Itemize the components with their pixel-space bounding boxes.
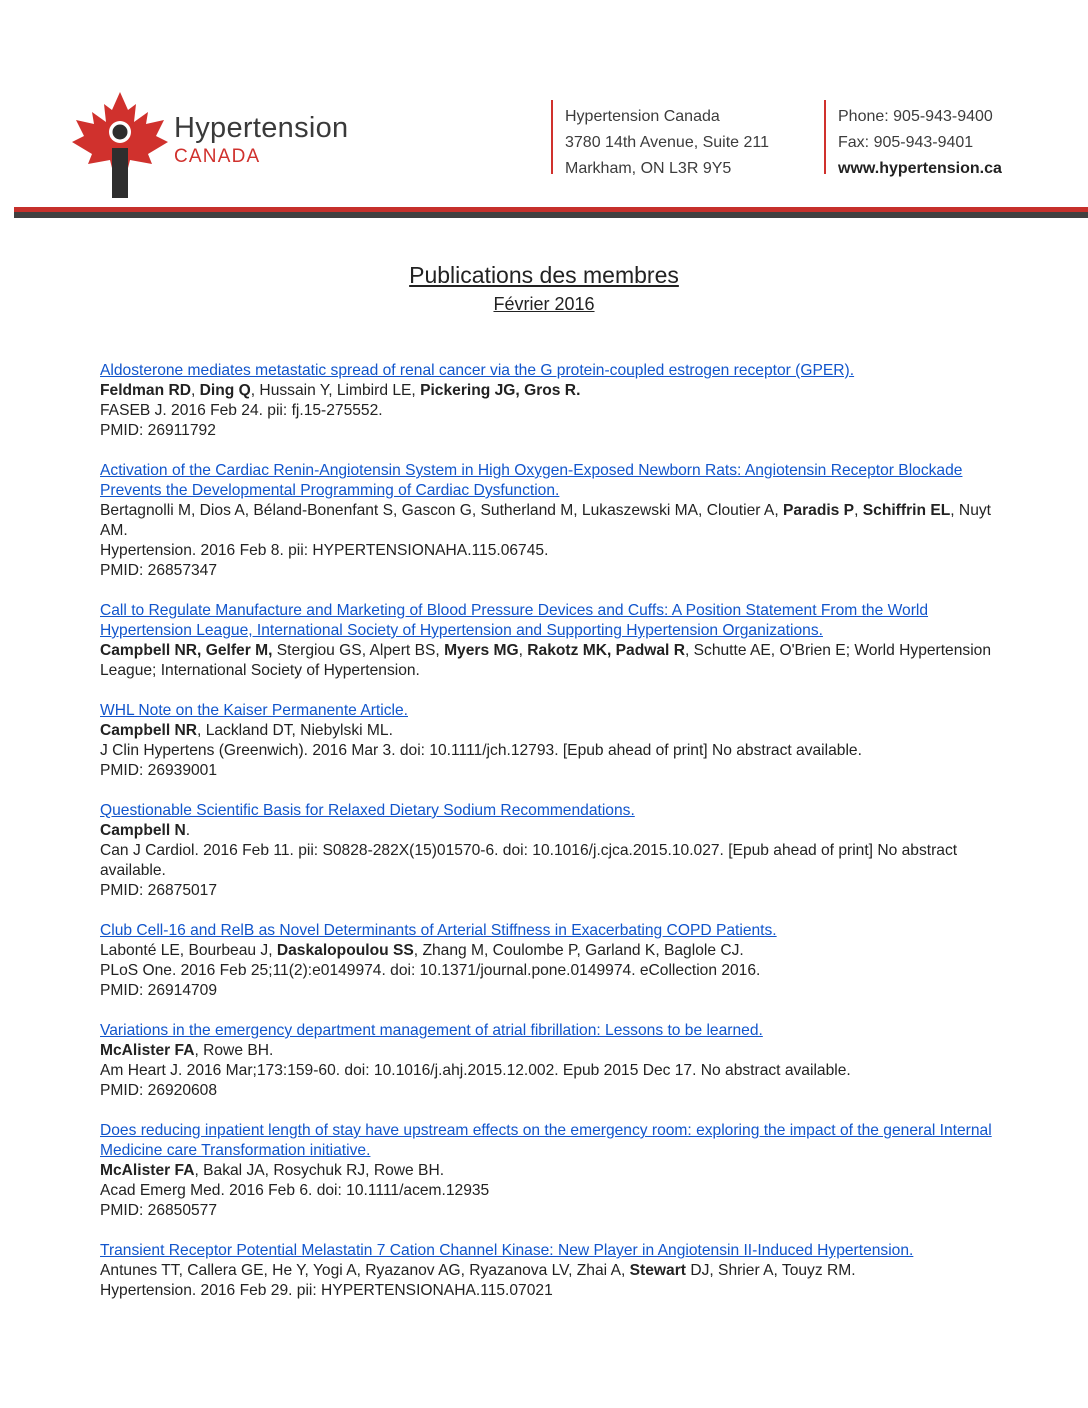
publication-item bbox=[100, 801, 1000, 901]
publication-item bbox=[100, 701, 1000, 781]
address-line: Markham, ON L3R 9Y5 bbox=[565, 160, 732, 177]
member-author: Ding Q bbox=[199, 382, 251, 399]
publication-title-link[interactable]: Activation of the Cardiac Renin-Angiotensin System in High Oxygen-Exposed Newborn Rats: Angiotensin Receptor Blockade Prevents the Developmental Programming of Cardiac Dysfunction. bbox=[100, 462, 963, 499]
author-text: , Nuyt AM. bbox=[100, 502, 991, 539]
letterhead bbox=[0, 0, 1088, 230]
member-author: Rakotz MK, Padwal R bbox=[527, 642, 685, 659]
author-text: , bbox=[190, 382, 200, 399]
band-dark-stripe bbox=[14, 212, 1088, 218]
author-text: , Hussain Y, Limbird LE, bbox=[250, 382, 421, 399]
member-author: Campbell NR, Gelfer M, bbox=[100, 642, 273, 659]
pmid: PMID: 26914709 bbox=[100, 982, 218, 999]
member-author: Feldman RD bbox=[100, 382, 191, 399]
maple-leaf-icon bbox=[68, 90, 172, 200]
author-text: , Schutte AE, O'Brien E; World Hypertension League; International Society of Hypertension. bbox=[100, 642, 992, 679]
publication-item bbox=[100, 921, 1000, 1001]
publication-authors bbox=[100, 1161, 1000, 1181]
publication-title-link[interactable]: Questionable Scientific Basis for Relaxed Dietary Sodium Recommendations. bbox=[100, 802, 635, 819]
publication-authors bbox=[100, 1041, 1000, 1061]
publication-authors bbox=[100, 721, 1000, 741]
header-band bbox=[14, 207, 1088, 218]
member-author: Campbell N bbox=[100, 822, 186, 839]
pmid: PMID: 26939001 bbox=[100, 762, 218, 779]
publication-authors bbox=[100, 821, 1000, 841]
author-text: , Rowe BH. bbox=[194, 1042, 274, 1059]
citation-details: Can J Cardiol. 2016 Feb 11. pii: S0828-282X(15)01570-6. doi: 10.1016/j.cjca.2015.10.027. [Epub ahead of print] No abstract available. bbox=[100, 842, 958, 879]
member-author: Campbell NR bbox=[100, 722, 198, 739]
member-author: Paradis P bbox=[783, 502, 855, 519]
page-title: Publications des membres bbox=[409, 262, 679, 288]
publication-item bbox=[100, 601, 1000, 681]
member-author: McAlister FA bbox=[100, 1042, 195, 1059]
header-divider bbox=[551, 100, 553, 174]
pmid: PMID: 26911792 bbox=[100, 422, 216, 439]
citation-details: Acad Emerg Med. 2016 Feb 6. doi: 10.1111/acem.12935 bbox=[100, 1182, 490, 1199]
author-text: , bbox=[518, 642, 528, 659]
publication-item bbox=[100, 1241, 1000, 1301]
logo-subtext: CANADA bbox=[174, 146, 261, 167]
author-text: , bbox=[854, 502, 863, 519]
pmid: PMID: 26857347 bbox=[100, 562, 218, 579]
website-link[interactable]: www.hypertension.ca bbox=[838, 160, 1002, 177]
author-text: DJ, Shrier A, Touyz RM. bbox=[685, 1262, 856, 1279]
fax-number: Fax: 905-943-9401 bbox=[838, 134, 974, 151]
pmid: PMID: 26920608 bbox=[100, 1082, 218, 1099]
publication-title-link[interactable]: Call to Regulate Manufacture and Marketing of Blood Pressure Devices and Cuffs: A Position Statement From the World Hypertension League, International Society of Hypertension and Supporting Hypertension Organizations. bbox=[100, 602, 929, 639]
pmid: PMID: 26875017 bbox=[100, 882, 218, 899]
document-date: Février 2016 bbox=[493, 294, 595, 314]
publication-title-link[interactable]: WHL Note on the Kaiser Permanente Article. bbox=[100, 702, 408, 719]
author-text: , Bakal JA, Rosychuk RJ, Rowe BH. bbox=[194, 1162, 445, 1179]
member-author: Myers MG bbox=[444, 642, 519, 659]
publication-authors bbox=[100, 1261, 1000, 1281]
address-line: Hypertension Canada bbox=[565, 108, 720, 125]
member-author: Pickering JG, Gros R. bbox=[420, 382, 581, 399]
publication-title-link[interactable]: Transient Receptor Potential Melastatin 7 Cation Channel Kinase: New Player in Angiotensin II-Induced Hypertension. bbox=[100, 1242, 914, 1259]
address-line: 3780 14th Avenue, Suite 211 bbox=[565, 134, 770, 151]
citation-details: Am Heart J. 2016 Mar;173:159-60. doi: 10.1016/j.ahj.2015.12.002. Epub 2015 Dec 17. No abstract available. bbox=[100, 1062, 851, 1079]
pmid: PMID: 26850577 bbox=[100, 1202, 218, 1219]
author-text: Labonté LE, Bourbeau J, bbox=[100, 942, 277, 959]
logo-wordmark: Hypertension bbox=[174, 112, 349, 144]
publication-authors bbox=[100, 941, 1000, 961]
publication-list bbox=[100, 361, 1000, 1321]
publication-item bbox=[100, 461, 1000, 581]
address-block bbox=[565, 104, 769, 182]
publication-title-link[interactable]: Does reducing inpatient length of stay have upstream effects on the emergency room: exploring the impact of the general Internal Medicine care Transformation initiative. bbox=[100, 1122, 992, 1159]
member-author: McAlister FA bbox=[100, 1162, 195, 1179]
publication-title-link[interactable]: Variations in the emergency department management of atrial fibrillation: Lessons to be learned. bbox=[100, 1022, 763, 1039]
publication-authors bbox=[100, 641, 1000, 681]
member-author: Schiffrin EL bbox=[862, 502, 951, 519]
author-text: Bertagnolli M, Dios A, Béland-Bonenfant S, Gascon G, Sutherland M, Lukaszewski MA, Cloutier A, bbox=[100, 502, 783, 519]
publication-title-link[interactable]: Club Cell-16 and RelB as Novel Determinants of Arterial Stiffness in Exacerbating COPD Patients. bbox=[100, 922, 777, 939]
publication-item bbox=[100, 361, 1000, 441]
publication-item bbox=[100, 1021, 1000, 1101]
citation-details: Hypertension. 2016 Feb 29. pii: HYPERTENSIONAHA.115.07021 bbox=[100, 1282, 553, 1299]
author-text: Antunes TT, Callera GE, He Y, Yogi A, Ryazanov AG, Ryazanova LV, Zhai A, bbox=[100, 1262, 630, 1279]
publication-item bbox=[100, 1121, 1000, 1221]
author-text: Stergiou GS, Alpert BS, bbox=[272, 642, 445, 659]
citation-details: J Clin Hypertens (Greenwich). 2016 Mar 3. doi: 10.1111/jch.12793. [Epub ahead of print] No abstract available. bbox=[100, 742, 862, 759]
citation-details: Hypertension. 2016 Feb 8. pii: HYPERTENSIONAHA.115.06745. bbox=[100, 542, 549, 559]
member-author: Daskalopoulou SS bbox=[276, 942, 414, 959]
member-author: Stewart bbox=[629, 1262, 686, 1279]
hypertension-canada-logo[interactable] bbox=[68, 90, 368, 200]
author-text: , Zhang M, Coulombe P, Garland K, Baglole CJ. bbox=[413, 942, 744, 959]
header-divider bbox=[824, 100, 826, 174]
publication-title-link[interactable]: Aldosterone mediates metastatic spread of renal cancer via the G protein-coupled estrogen receptor (GPER). bbox=[100, 362, 855, 379]
author-text: , Lackland DT, Niebylski ML. bbox=[197, 722, 393, 739]
author-text: . bbox=[185, 822, 191, 839]
document-heading bbox=[0, 258, 1088, 316]
publication-authors bbox=[100, 501, 1000, 541]
citation-details: FASEB J. 2016 Feb 24. pii: fj.15-275552. bbox=[100, 402, 383, 419]
publication-authors bbox=[100, 381, 1000, 401]
citation-details: PLoS One. 2016 Feb 25;11(2):e0149974. doi: 10.1371/journal.pone.0149974. eCollection 2016. bbox=[100, 962, 761, 979]
phone-number: Phone: 905-943-9400 bbox=[838, 108, 993, 125]
contact-block bbox=[838, 104, 1002, 182]
